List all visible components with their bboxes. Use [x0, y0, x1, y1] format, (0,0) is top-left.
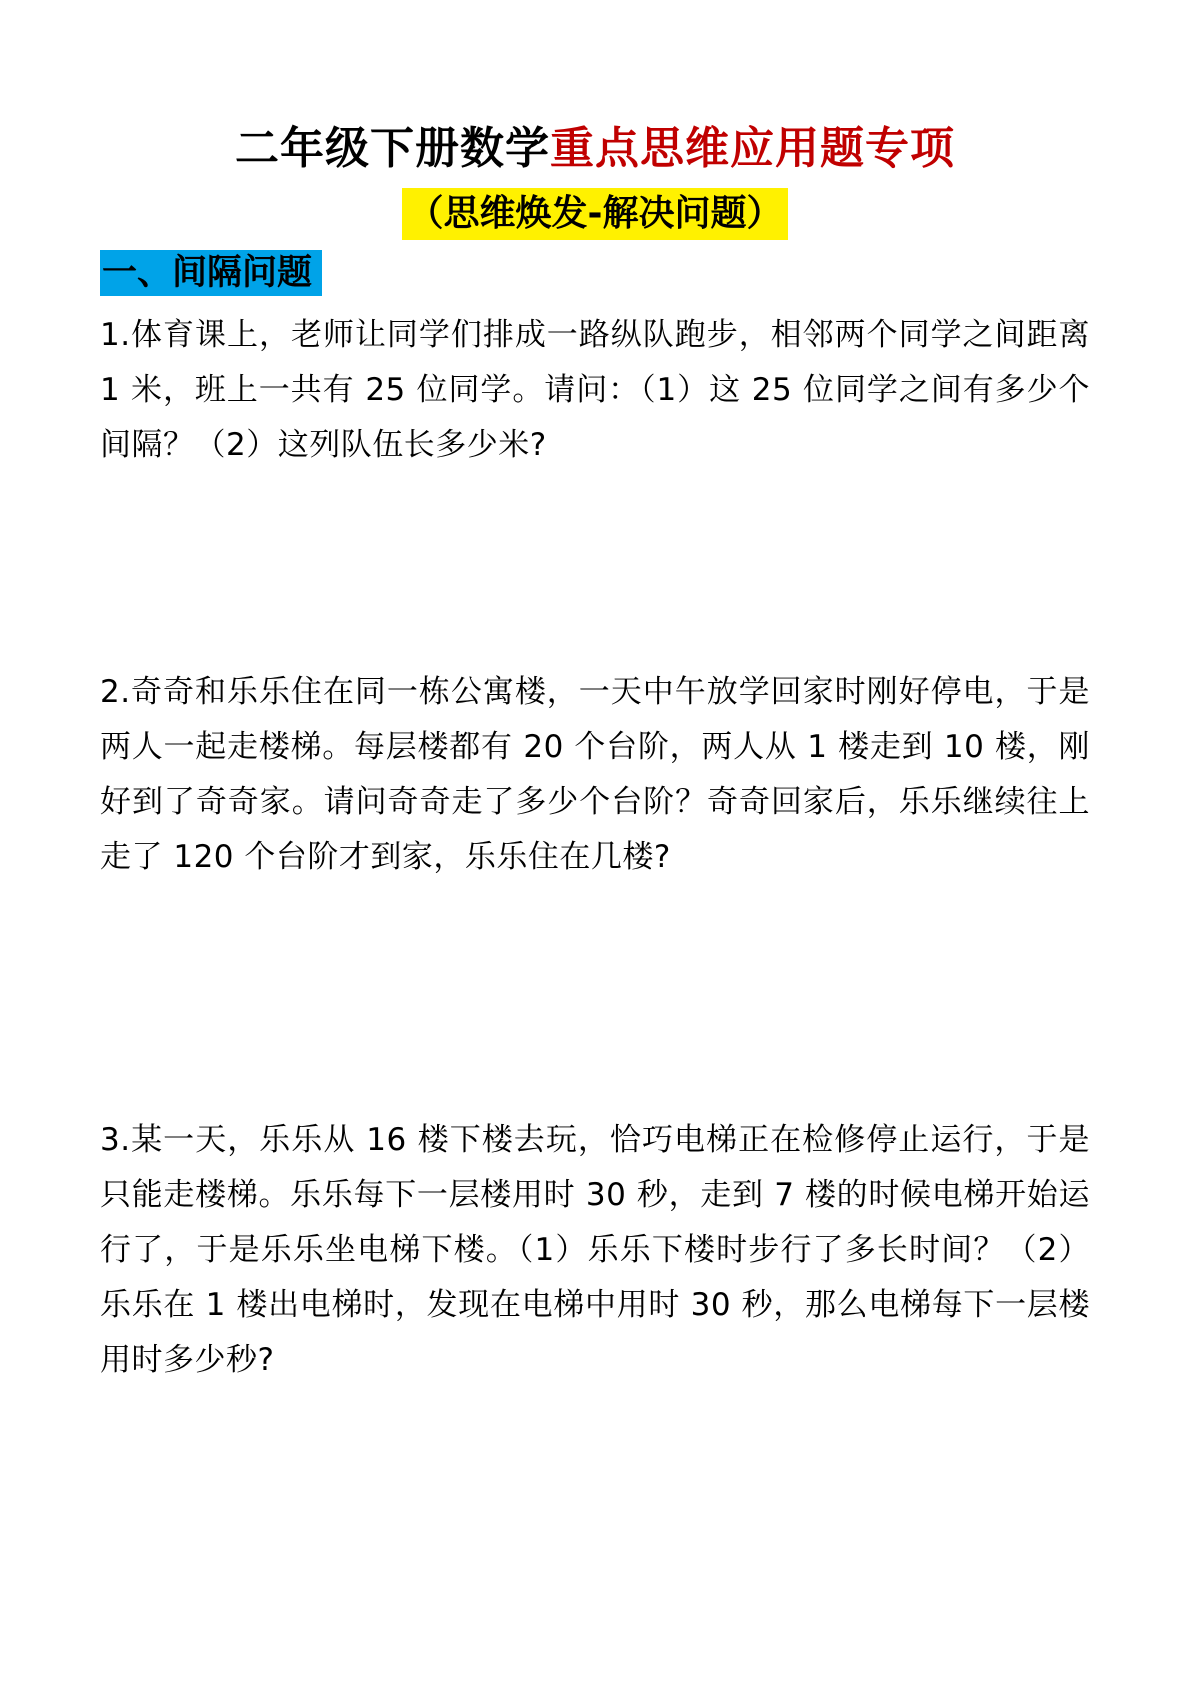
subtitle-highlighted: （思维焕发-解决问题） [402, 188, 789, 240]
problem-3-text: 3.某一天，乐乐从 16 楼下楼去玩，恰巧电梯正在检修停止运行，于是只能走楼梯。乐乐每下一层楼用时 30 秒，走到 7 楼的时候电梯开始运行了，于是乐乐坐电梯下楼。（1）乐乐下楼时步行了多长时间？（2）乐乐在 1 楼出电梯时，发现在电梯中用时 30 秒，那么电梯每下一层楼用时多少秒? [100, 1122, 1090, 1378]
page-content [0, 118, 1191, 1388]
page-title-red-part: 重点思维应用题专项 [550, 123, 955, 174]
problem-1-text: 1.体育课上，老师让同学们排成一路纵队跑步，相邻两个同学之间距离 1 米，班上一共有 25 位同学。请问：（1）这 25 位同学之间有多少个间隔？（2）这列队伍长多少米? [100, 317, 1090, 463]
subtitle-row [100, 188, 1090, 240]
page-title-black-part: 二年级下册数学 [235, 123, 550, 174]
problem-2-text: 2.奇奇和乐乐住在同一栋公寓楼，一天中午放学回家时刚好停电，于是两人一起走楼梯。每层楼都有 20 个台阶，两人从 1 楼走到 10 楼，刚好到了奇奇家。请问奇奇走了多少个台阶？奇奇回家后，乐乐继续往上走了 120 个台阶才到家，乐乐住在几楼? [100, 674, 1090, 875]
page-title [100, 118, 1090, 180]
section-heading-interval-problems: 一、间隔问题 [100, 250, 322, 296]
section-row [100, 250, 1090, 296]
